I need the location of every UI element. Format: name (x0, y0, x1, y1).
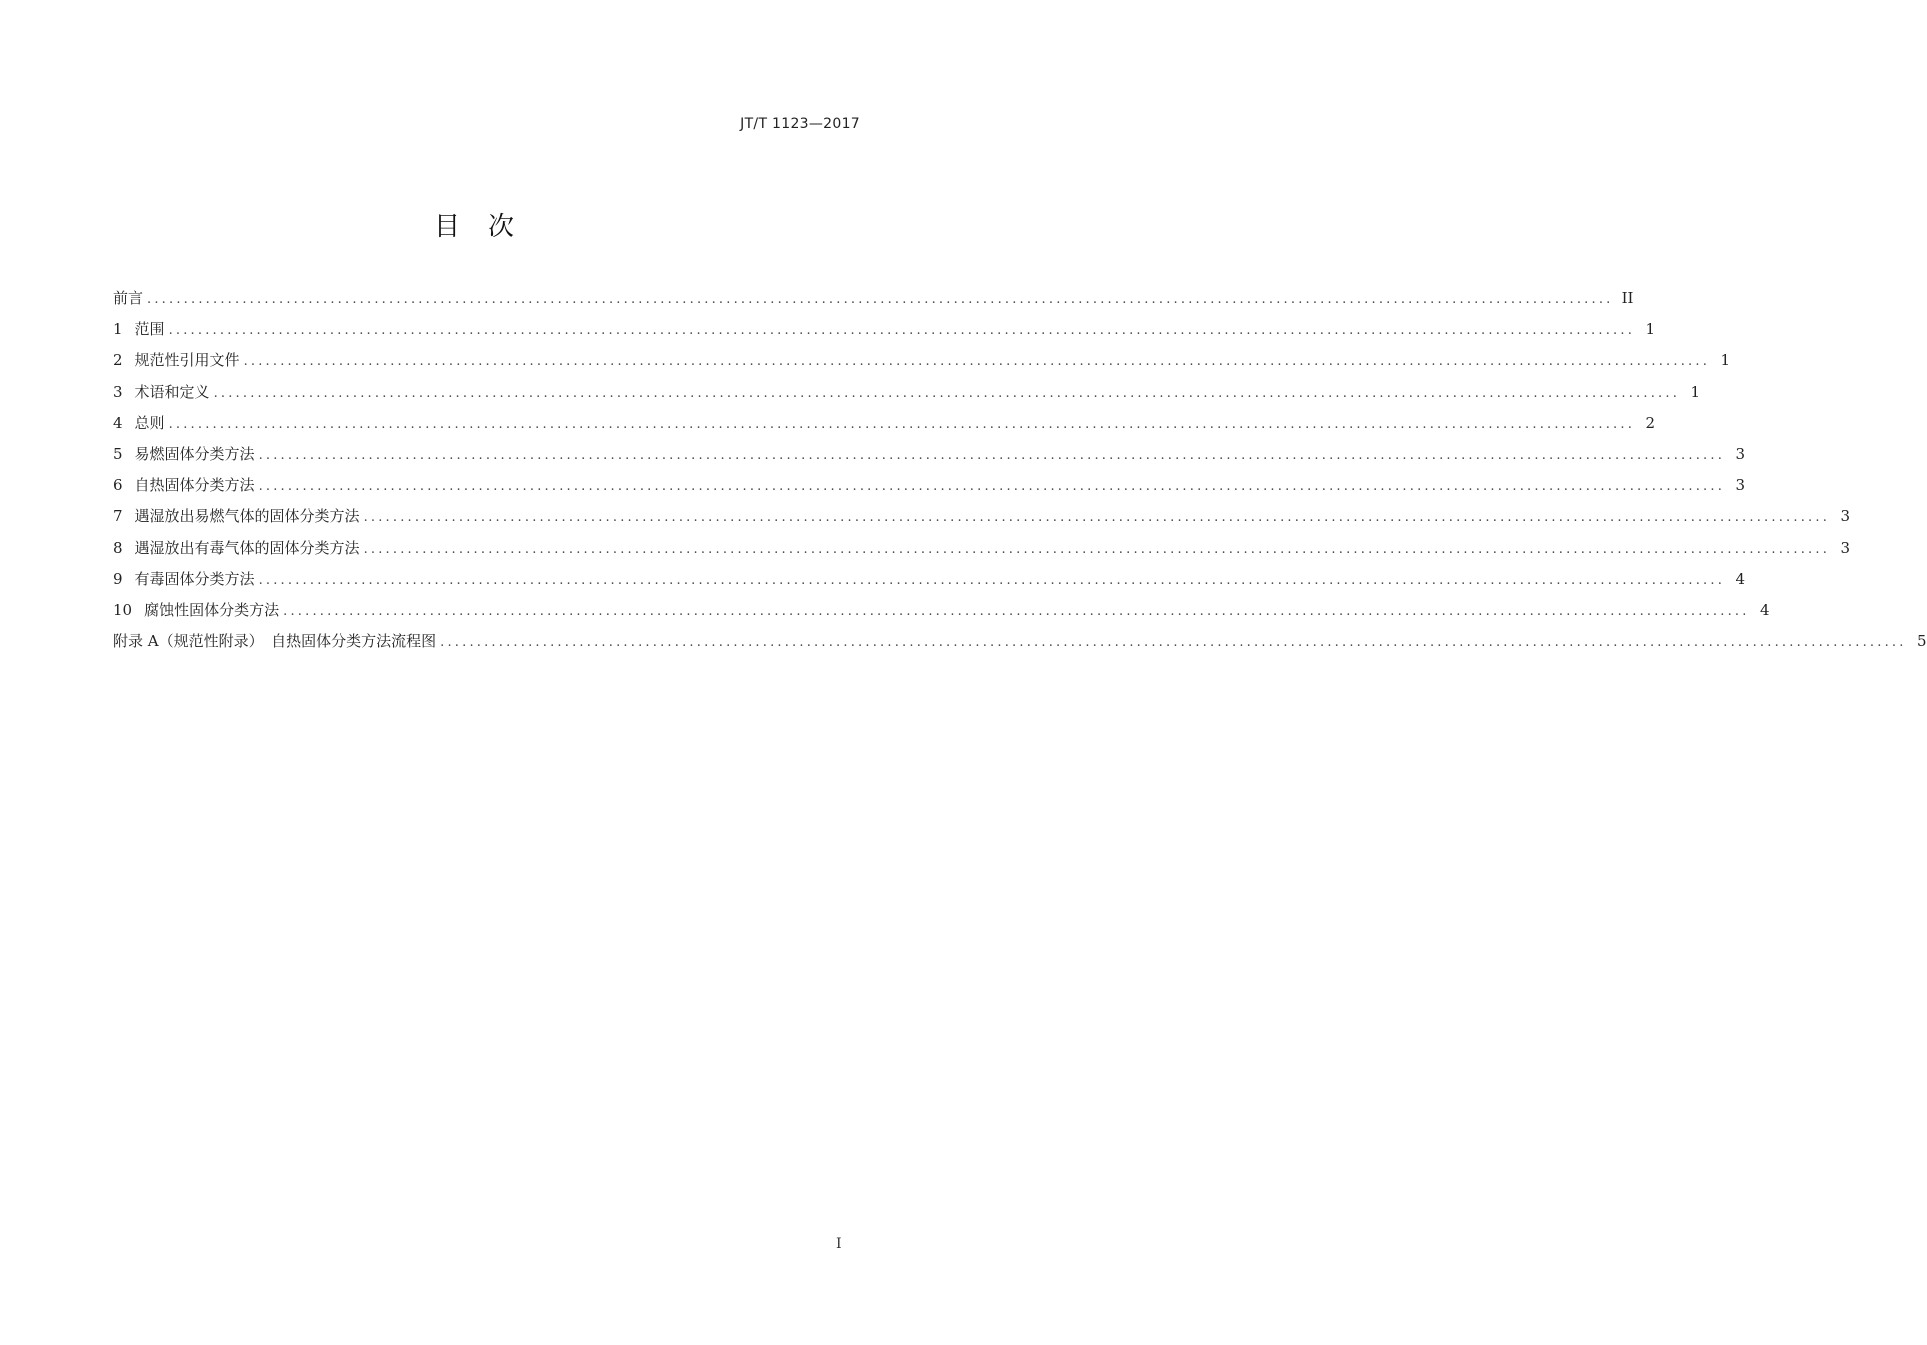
toc-entry-5[interactable] (113, 442, 1746, 473)
toc-entry-label: 前言 (113, 289, 144, 307)
standard-code: JT/T 1123—2017 (740, 116, 860, 132)
toc-entry-number: 1 (113, 320, 123, 339)
dot-leader: ........................................................................................................................................................................................................ (168, 323, 1636, 339)
toc-entry-page: II (1621, 289, 1634, 307)
toc-entry-annex-a[interactable] (113, 629, 1927, 660)
dot-leader: ........................................................................................................................................................................................................ (147, 292, 1614, 307)
dot-leader: ........................................................................................................................................................................................................ (243, 354, 1711, 370)
dot-leader: ........................................................................................................................................................................................................ (258, 447, 1726, 463)
toc-entry-number: 5 (113, 444, 123, 463)
page-number: I (836, 1236, 842, 1252)
toc-entry-number: 8 (113, 538, 123, 557)
toc-entry-number: 6 (113, 476, 123, 495)
toc-entry-number: 10 (113, 600, 133, 619)
toc-entry-page: 3 (1840, 538, 1851, 557)
toc-entry-page: 1 (1645, 320, 1656, 339)
toc-entry-2[interactable] (113, 348, 1731, 379)
dot-leader: ........................................................................................................................................................................................................ (440, 635, 1907, 651)
toc-entry-4[interactable] (113, 411, 1656, 442)
toc-entry-label: 腐蚀性固体分类方法 (144, 600, 280, 619)
dot-leader: ........................................................................................................................................................................................................ (258, 479, 1726, 495)
dot-leader: ........................................................................................................................................................................................................ (363, 541, 1831, 557)
toc-entry-number: 3 (113, 382, 123, 401)
toc-entry-page: 3 (1735, 444, 1746, 463)
toc-entry-label: 易燃固体分类方法 (134, 444, 255, 463)
toc-entry-6[interactable] (113, 473, 1746, 504)
dot-leader: ........................................................................................................................................................................................................ (363, 510, 1831, 526)
dot-leader: ........................................................................................................................................................................................................ (283, 603, 1750, 619)
toc-entry-page: 3 (1735, 476, 1746, 495)
toc-entry-label: 术语和定义 (134, 382, 210, 401)
toc-entry-page: 4 (1760, 600, 1770, 619)
toc-entry-7[interactable] (113, 504, 1851, 535)
toc-entry-number: 7 (113, 507, 123, 526)
toc-entry-label: 有毒固体分类方法 (134, 569, 255, 588)
toc-entry-8[interactable] (113, 536, 1851, 567)
toc-entry-label: 范围 (134, 320, 165, 339)
toc-entry-label: 总则 (134, 413, 165, 432)
toc-entry-label: 遇湿放出易燃气体的固体分类方法 (134, 507, 360, 526)
dot-leader: ........................................................................................................................................................................................................ (213, 385, 1681, 401)
toc-entry-label: 遇湿放出有毒气体的固体分类方法 (134, 538, 360, 557)
page-title (0, 206, 950, 243)
toc-entry-page: 1 (1690, 382, 1701, 401)
toc-entry-page: 5 (1917, 632, 1927, 651)
title-char-1: 目 (433, 212, 462, 242)
toc-entry-page: 4 (1735, 569, 1746, 588)
dot-leader: ........................................................................................................................................................................................................ (258, 572, 1726, 588)
toc-entry-foreword[interactable] (113, 286, 1634, 317)
toc-entry-page: 1 (1720, 351, 1731, 370)
dot-leader: ........................................................................................................................................................................................................ (168, 416, 1636, 432)
toc-entry-number: 9 (113, 569, 123, 588)
toc-entry-1[interactable] (113, 317, 1656, 348)
toc-entry-label: 自热固体分类方法 (134, 476, 255, 495)
toc-entry-label: 规范性引用文件 (134, 351, 240, 370)
toc-entry-number: 2 (113, 351, 123, 370)
toc-entry-label: 附录 A（规范性附录） 自热固体分类方法流程图 (113, 632, 437, 651)
toc-entry-9[interactable] (113, 567, 1746, 598)
toc-entry-number: 4 (113, 413, 123, 432)
toc-entry-3[interactable] (113, 380, 1701, 411)
title-char-2: 次 (488, 212, 517, 242)
toc-entry-page: 2 (1645, 413, 1656, 432)
toc-entry-page: 3 (1840, 507, 1851, 526)
table-of-contents (113, 286, 1927, 660)
toc-entry-10[interactable] (113, 598, 1770, 629)
